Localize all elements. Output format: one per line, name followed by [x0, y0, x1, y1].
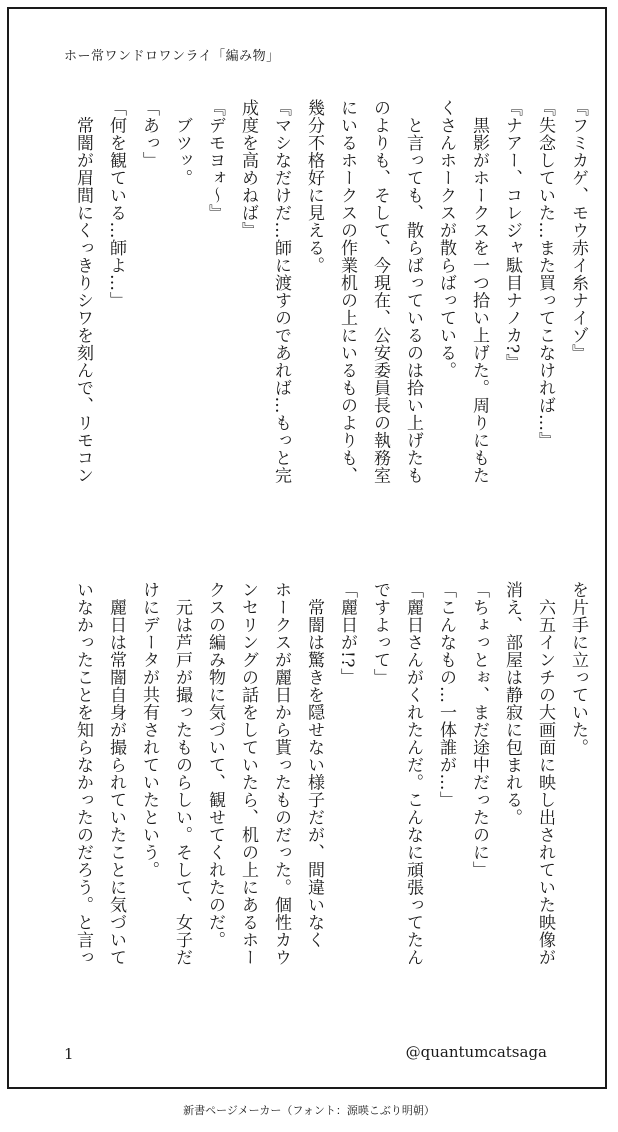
text-line: 消え、部屋は静寂に包まれる。: [502, 581, 522, 826]
text-line: 麗日は常闇自身が撮られていたことに気づいて: [106, 581, 126, 966]
text-line: 黒影がホークスを一つ拾い上げた。周りにもた: [469, 99, 489, 484]
text-line: 「ちょっとぉ、まだ途中だったのに」: [469, 581, 489, 879]
text-line: 「麗日が!?」: [337, 581, 357, 686]
text-line: 『マシなだけだ…師に渡すのであれば…もっと完: [271, 99, 291, 484]
text-line: けにデータが共有されていたという。: [139, 581, 159, 879]
page-frame: [7, 7, 607, 1089]
text-line: くさんホークスが散らばっている。: [436, 99, 456, 379]
text-line: ブツッ。: [172, 99, 192, 187]
author-handle: @quantumcatsaga: [405, 1043, 547, 1061]
text-line: ンセリングの話をしていたら、机の上にあるホー: [238, 581, 258, 966]
text-line: いなかったことを知らなかったのだろう。と言っ: [73, 581, 93, 966]
text-line: にいるホークスの作業机の上にいるものよりも、: [337, 99, 357, 484]
text-line: 幾分不格好に見える。: [304, 99, 324, 274]
text-line: のよりも、そして、今現在、公安委員長の執務室: [370, 99, 390, 484]
text-line: 成度を高めねば』: [238, 99, 258, 239]
text-line: 『フミカゲ、モウ赤イ糸ナイゾ』: [568, 99, 588, 362]
page-header-title: ホー常ワンドロワンライ「編み物」: [64, 49, 280, 64]
text-line: と言っても、散らばっているのは拾い上げたも: [403, 99, 423, 484]
generator-credit: 新書ページメーカー（フォント：源暎こぶり明朝）: [183, 1104, 435, 1117]
text-line: 「何を観ている…師よ…」: [106, 99, 126, 309]
text-line: 「こんなもの…一体誰が…」: [436, 581, 456, 809]
text-line: 常闇が眉間にくっきりシワを刻んで、リモコン: [73, 99, 93, 484]
lower-text-block: [64, 581, 594, 1021]
text-line: 「あっ」: [139, 99, 159, 169]
page-number: 1: [64, 1045, 74, 1063]
text-line: クスの編み物に気づいて、観せてくれたのだ。: [205, 581, 225, 949]
text-line: 常闇は驚きを隠せない様子だが、間違いなく: [304, 581, 324, 949]
text-line: 六五インチの大画面に映し出されていた映像が: [535, 581, 555, 966]
text-line: 『デモヨォ～』: [205, 99, 225, 222]
text-line: 「麗日さんがくれたんだ。こんなに頑張ってたん: [403, 581, 423, 966]
text-line: 『ナアー、コレジャ駄目ナノカ?』: [502, 99, 522, 372]
text-line: を片手に立っていた。: [568, 581, 588, 756]
text-line: ですよって」: [370, 581, 390, 686]
text-line: 『失念していた…また買ってこなければ…』: [535, 99, 555, 449]
text-line: ホークスが麗日から貰ったものだった。個性カウ: [271, 581, 291, 966]
upper-text-block: [64, 99, 594, 539]
text-line: 元は芦戸が撮ったものらしい。そして、女子だ: [172, 581, 192, 966]
